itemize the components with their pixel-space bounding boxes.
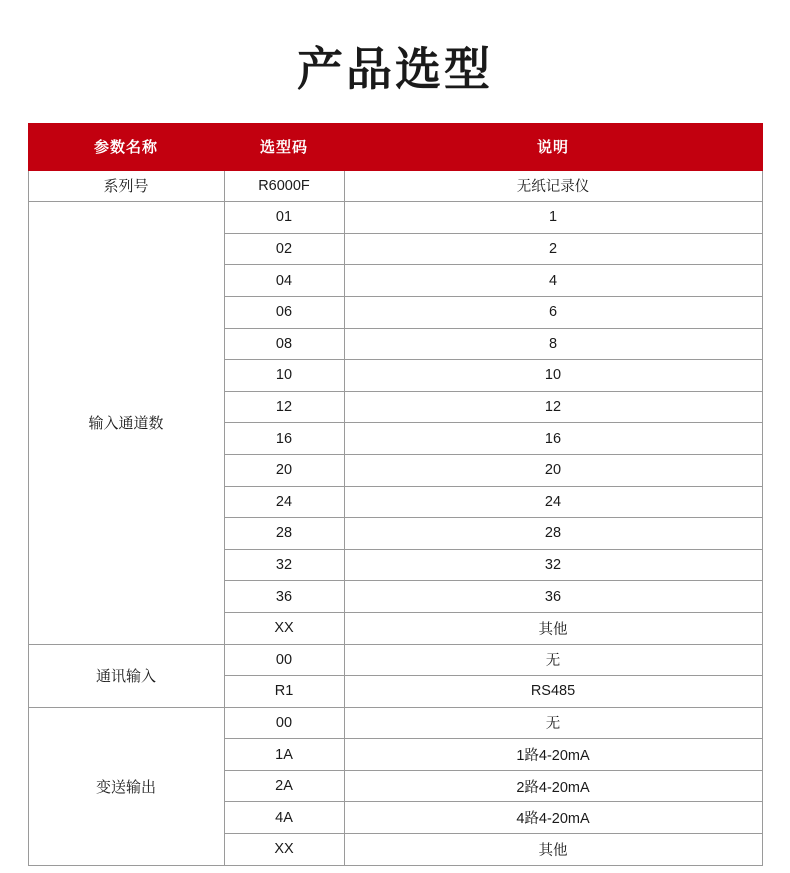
product-selection-table [28,123,763,866]
column-header-parameter: 参数名称 [28,123,224,170]
description-cell: 10 [344,360,762,392]
selection-code-cell: XX [224,612,344,644]
selection-code-cell: 24 [224,486,344,518]
selection-code-cell: 10 [224,360,344,392]
table-header [28,123,762,170]
column-header-description: 说明 [344,123,762,170]
selection-code-cell: 02 [224,233,344,265]
table-header-row [28,123,762,170]
column-header-code: 选型码 [224,123,344,170]
selection-code-cell: 4A [224,802,344,834]
table-row [28,644,762,676]
selection-code-cell: 06 [224,296,344,328]
selection-code-cell: 2A [224,770,344,802]
table-body [28,170,762,865]
description-cell: 4 [344,265,762,297]
selection-code-cell: 04 [224,265,344,297]
selection-code-cell: 36 [224,581,344,613]
selection-code-cell: 1A [224,739,344,771]
parameter-name-cell: 输入通道数 [28,202,224,644]
description-cell: 6 [344,296,762,328]
description-cell: RS485 [344,676,762,708]
description-cell: 其他 [344,612,762,644]
description-cell: 2路4-20mA [344,770,762,802]
description-cell: 16 [344,423,762,455]
description-cell: 其他 [344,834,762,866]
parameter-name-cell: 系列号 [28,170,224,202]
selection-code-cell: 00 [224,707,344,739]
table-row [28,707,762,739]
selection-code-cell: 16 [224,423,344,455]
description-cell: 12 [344,391,762,423]
description-cell: 1路4-20mA [344,739,762,771]
selection-code-cell: 20 [224,454,344,486]
description-cell: 32 [344,549,762,581]
description-cell: 4路4-20mA [344,802,762,834]
selection-code-cell: 12 [224,391,344,423]
description-cell: 无纸记录仪 [344,170,762,202]
selection-code-cell: 08 [224,328,344,360]
page-title: 产品选型 [297,43,493,95]
table-row [28,170,762,202]
selection-code-cell: R6000F [224,170,344,202]
description-cell: 28 [344,518,762,550]
selection-code-cell: 32 [224,549,344,581]
table-row [28,202,762,234]
description-cell: 24 [344,486,762,518]
description-cell: 8 [344,328,762,360]
description-cell: 20 [344,454,762,486]
selection-code-cell: R1 [224,676,344,708]
description-cell: 无 [344,707,762,739]
selection-code-cell: 01 [224,202,344,234]
selection-code-cell: 28 [224,518,344,550]
parameter-name-cell: 通讯输入 [28,644,224,707]
description-cell: 2 [344,233,762,265]
selection-code-cell: XX [224,834,344,866]
parameter-name-cell: 变送输出 [28,707,224,865]
description-cell: 无 [344,644,762,676]
selection-code-cell: 00 [224,644,344,676]
description-cell: 1 [344,202,762,234]
description-cell: 36 [344,581,762,613]
